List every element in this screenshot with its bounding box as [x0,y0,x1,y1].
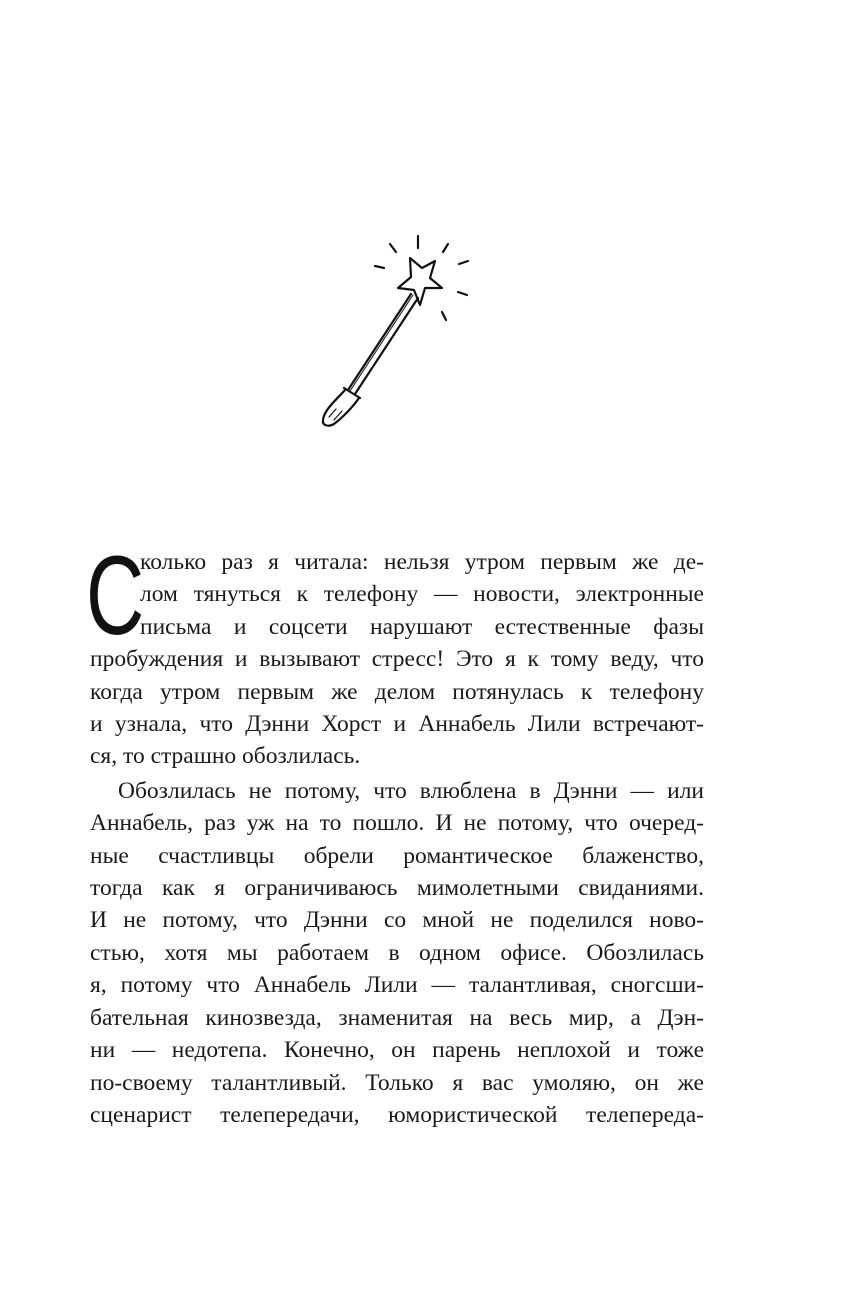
text-line: бательная кинозвезда, знаменитая на весь мир, а Дэн- [90,1004,704,1031]
text-line: тогда как я ограничиваюсь мимолетными свиданиями. [90,875,704,902]
text-line: колько раз я читала: нельзя утром первым же де- [140,549,704,575]
text-line: пробуждения и вызывают стресс! Это я к тому веду, что [90,646,704,673]
drop-cap: С [86,533,145,658]
text-line: лом тянуться к телефону — новости, электронные [140,581,704,608]
text-line: когда утром первым же делом потянулась к телефону [90,678,704,705]
text-line: Обозлилась не потому, что влюблена в Дэнни — или [118,777,704,804]
text-line: и узнала, что Дэнни Хорст и Аннабель Лили встречают- [90,711,704,738]
text-line: И не потому, что Дэнни со мной не поделился ново- [90,907,704,934]
text-line: я, потому что Аннабель Лили — талантливая, сногсши- [90,972,704,999]
text-body [86,533,704,1131]
text-line: Аннабель, раз уж на то пошло. И не потому, что очеред- [90,810,704,837]
text-line: ни — недотепа. Конечно, он парень неплохой и тоже [90,1037,704,1064]
text-line: письма и соцсети нарушают естественные фазы [140,613,704,640]
magic-wand-icon [312,228,482,438]
text-line: сценарист телепередачи, юмористической телепереда- [90,1101,704,1128]
text-line: ся, то страшно обозлилась. [90,743,361,770]
paragraph-2 [90,775,704,1131]
text-line: стью, хотя мы работаем в одном офисе. Обозлилась [90,939,704,966]
text-line: по-своему талантливый. Только я вас умоляю, он же [90,1069,704,1096]
text-line: ные счастливцы обрели романтическое блаженство, [90,842,704,869]
paragraph-1 [86,533,704,773]
